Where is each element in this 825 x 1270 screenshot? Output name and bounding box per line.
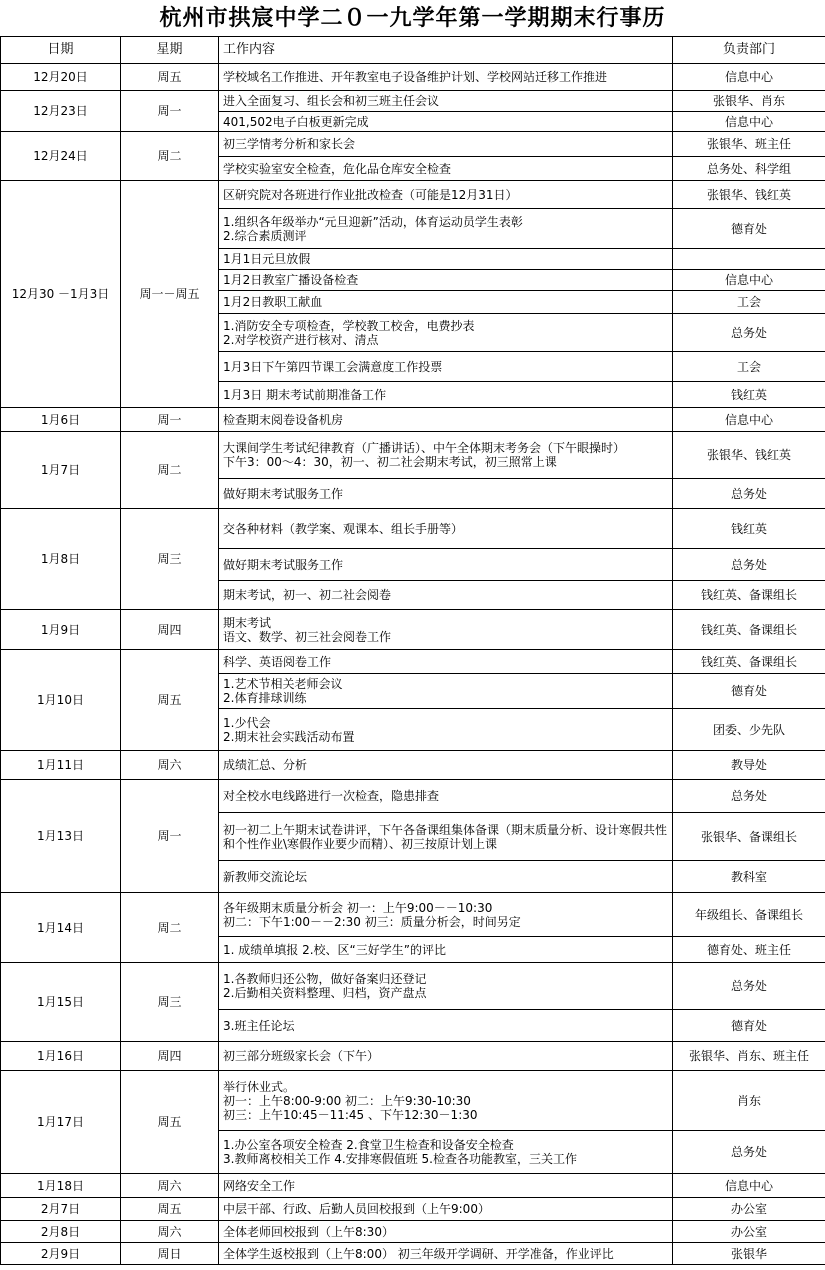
content-cell: 1.消防安全专项检查，学校教工校舍，电费抄表 2.对学校资产进行核对、清点: [219, 314, 673, 352]
weekday-cell: 周六: [121, 1174, 219, 1198]
table-row: [1, 1042, 825, 1071]
weekday-cell: 周六: [121, 751, 219, 780]
table-row: [1, 91, 825, 112]
content-cell: 各年级期末质量分析会 初一：上午9:00－－10:30 初二：下午1:00－－2:30 初三：质量分析会，时间另定: [219, 893, 673, 937]
weekday-cell: 周一: [121, 408, 219, 432]
weekday-cell: 周二: [121, 893, 219, 963]
weekday-cell: 周二: [121, 432, 219, 509]
dept-cell: 钱红英: [673, 509, 825, 549]
date-cell: 1月14日: [1, 893, 121, 963]
dept-cell: 张银华、钱红英: [673, 432, 825, 479]
weekday-cell: 周五: [121, 650, 219, 751]
content-cell: 做好期末考试服务工作: [219, 479, 673, 509]
date-cell: 1月11日: [1, 751, 121, 780]
content-cell: 初三学情考分析和家长会: [219, 132, 673, 157]
date-cell: 2月9日: [1, 1243, 121, 1265]
table-row: [1, 650, 825, 674]
table-row: [1, 1221, 825, 1243]
dept-cell: 信息中心: [673, 1174, 825, 1198]
header-date: 日期: [1, 37, 121, 64]
content-cell: 1月2日教职工献血: [219, 291, 673, 314]
date-cell: 2月7日: [1, 1198, 121, 1221]
content-cell: 1.各教师归还公物，做好备案归还登记 2.后勤相关资料整理、归档，资产盘点: [219, 963, 673, 1010]
content-cell: 检查期末阅卷设备机房: [219, 408, 673, 432]
content-cell: 初一初二上午期末试卷讲评，下午各备课组集体备课（期末质量分析、设计寒假共性和个性作业\寒假作业要少而精）、初三按原计划上课: [219, 813, 673, 861]
dept-cell: 总务处: [673, 479, 825, 509]
table-row: [1, 181, 825, 209]
content-cell: 初三部分班级家长会（下午）: [219, 1042, 673, 1071]
dept-cell: 年级组长、备课组长: [673, 893, 825, 937]
dept-cell: 工会: [673, 291, 825, 314]
date-cell: 1月9日: [1, 610, 121, 650]
content-cell: 全体老师回校报到（上午8:30）: [219, 1221, 673, 1243]
table-row: [1, 1198, 825, 1221]
weekday-cell: 周一: [121, 91, 219, 132]
dept-cell: 信息中心: [673, 112, 825, 132]
dept-cell: 信息中心: [673, 64, 825, 91]
dept-cell: [673, 249, 825, 270]
dept-cell: 钱红英: [673, 382, 825, 408]
content-cell: 1月3日下午第四节课工会满意度工作投票: [219, 352, 673, 382]
dept-cell: 钱红英、备课组长: [673, 581, 825, 610]
dept-cell: 教科室: [673, 861, 825, 893]
schedule-body: [1, 64, 825, 1265]
content-cell: 大课间学生考试纪律教育（广播讲话）、中午全体期末考务会（下午眼操时） 下午3：00～4：30，初一、初二社会期末考试，初三照常上课: [219, 432, 673, 479]
date-cell: 1月18日: [1, 1174, 121, 1198]
table-row: [1, 432, 825, 479]
table-row: [1, 509, 825, 549]
dept-cell: 钱红英、备课组长: [673, 650, 825, 674]
weekday-cell: 周五: [121, 64, 219, 91]
dept-cell: 总务处: [673, 780, 825, 813]
date-cell: 12月30 －1月3日: [1, 181, 121, 408]
content-cell: 1月2日教室广播设备检查: [219, 270, 673, 291]
content-cell: 区研究院对各班进行作业批改检查（可能是12月31日）: [219, 181, 673, 209]
content-cell: 1.艺术节相关老师会议 2.体育排球训练: [219, 674, 673, 709]
weekday-cell: 周五: [121, 1071, 219, 1174]
content-cell: 成绩汇总、分析: [219, 751, 673, 780]
content-cell: 中层干部、行政、后勤人员回校报到（上午9:00）: [219, 1198, 673, 1221]
table-row: [1, 610, 825, 650]
date-cell: 1月8日: [1, 509, 121, 610]
table-header-row: [1, 37, 825, 64]
dept-cell: 张银华、钱红英: [673, 181, 825, 209]
dept-cell: 办公室: [673, 1198, 825, 1221]
dept-cell: 德育处: [673, 674, 825, 709]
date-cell: 12月24日: [1, 132, 121, 181]
dept-cell: 信息中心: [673, 408, 825, 432]
table-row: [1, 1243, 825, 1265]
date-cell: 2月8日: [1, 1221, 121, 1243]
weekday-cell: 周一－周五: [121, 181, 219, 408]
content-cell: 1月1日元旦放假: [219, 249, 673, 270]
weekday-cell: 周三: [121, 509, 219, 610]
weekday-cell: 周日: [121, 1243, 219, 1265]
dept-cell: 信息中心: [673, 270, 825, 291]
date-cell: 1月7日: [1, 432, 121, 509]
dept-cell: 总务处: [673, 963, 825, 1010]
table-row: [1, 893, 825, 937]
dept-cell: 肖东: [673, 1071, 825, 1131]
weekday-cell: 周三: [121, 963, 219, 1042]
content-cell: 1.组织各年级举办“元旦迎新”活动，体育运动员学生表彰 2.综合素质测评: [219, 209, 673, 249]
table-row: [1, 64, 825, 91]
content-cell: 1.少代会 2.期末社会实践活动布置: [219, 709, 673, 751]
table-row: [1, 751, 825, 780]
dept-cell: 德育处: [673, 209, 825, 249]
content-cell: 1.办公室各项安全检查 2.食堂卫生检查和设备安全检查 3.教师离校相关工作 4.安排寒假值班 5.检查各功能教室，三关工作: [219, 1131, 673, 1174]
content-cell: 学校域名工作推进、开年教室电子设备维护计划、学校网站迁移工作推进: [219, 64, 673, 91]
content-cell: 科学、英语阅卷工作: [219, 650, 673, 674]
dept-cell: 张银华、肖东: [673, 91, 825, 112]
table-row: [1, 1174, 825, 1198]
content-cell: 全体学生返校报到（上午8:00） 初三年级开学调研、开学准备，作业评比: [219, 1243, 673, 1265]
table-row: [1, 963, 825, 1010]
content-cell: 学校实验室安全检查，危化品仓库安全检查: [219, 157, 673, 181]
content-cell: 对全校水电线路进行一次检查，隐患排查: [219, 780, 673, 813]
dept-cell: 张银华、班主任: [673, 132, 825, 157]
dept-cell: 张银华: [673, 1243, 825, 1265]
table-row: [1, 408, 825, 432]
dept-cell: 总务处: [673, 1131, 825, 1174]
dept-cell: 钱红英、备课组长: [673, 610, 825, 650]
content-cell: 新教师交流论坛: [219, 861, 673, 893]
content-cell: 进入全面复习、组长会和初三班主任会议: [219, 91, 673, 112]
dept-cell: 德育处、班主任: [673, 937, 825, 963]
dept-cell: 总务处: [673, 314, 825, 352]
header-dept: 负责部门: [673, 37, 825, 64]
weekday-cell: 周六: [121, 1221, 219, 1243]
dept-cell: 张银华、备课组长: [673, 813, 825, 861]
dept-cell: 教导处: [673, 751, 825, 780]
table-row: [1, 1071, 825, 1131]
schedule-table: [0, 36, 825, 1265]
weekday-cell: 周五: [121, 1198, 219, 1221]
table-row: [1, 780, 825, 813]
content-cell: 1月3日 期末考试前期准备工作: [219, 382, 673, 408]
dept-cell: 总务处、科学组: [673, 157, 825, 181]
dept-cell: 张银华、肖东、班主任: [673, 1042, 825, 1071]
content-cell: 1. 成绩单填报 2.校、区“三好学生”的评比: [219, 937, 673, 963]
dept-cell: 德育处: [673, 1010, 825, 1042]
content-cell: 期末考试，初一、初二社会阅卷: [219, 581, 673, 610]
dept-cell: 办公室: [673, 1221, 825, 1243]
date-cell: 1月10日: [1, 650, 121, 751]
dept-cell: 工会: [673, 352, 825, 382]
date-cell: 1月15日: [1, 963, 121, 1042]
header-weekday: 星期: [121, 37, 219, 64]
content-cell: 举行休业式。 初一：上午8:00-9:00 初二：上午9:30-10:30 初三：上午10:45－11:45 、下午12:30－1:30: [219, 1071, 673, 1131]
weekday-cell: 周二: [121, 132, 219, 181]
header-content: 工作内容: [219, 37, 673, 64]
date-cell: 12月20日: [1, 64, 121, 91]
table-row: [1, 132, 825, 157]
content-cell: 网络安全工作: [219, 1174, 673, 1198]
dept-cell: 总务处: [673, 549, 825, 581]
date-cell: 1月6日: [1, 408, 121, 432]
content-cell: 做好期末考试服务工作: [219, 549, 673, 581]
content-cell: 401,502电子白板更新完成: [219, 112, 673, 132]
content-cell: 交各种材料（教学案、观课本、组长手册等）: [219, 509, 673, 549]
date-cell: 1月16日: [1, 1042, 121, 1071]
weekday-cell: 周四: [121, 610, 219, 650]
content-cell: 3.班主任论坛: [219, 1010, 673, 1042]
date-cell: 1月13日: [1, 780, 121, 893]
date-cell: 1月17日: [1, 1071, 121, 1174]
page-title: 杭州市拱宸中学二０一九学年第一学期期末行事历: [159, 5, 666, 31]
date-cell: 12月23日: [1, 91, 121, 132]
content-cell: 期末考试 语文、数学、初三社会阅卷工作: [219, 610, 673, 650]
dept-cell: 团委、少先队: [673, 709, 825, 751]
weekday-cell: 周四: [121, 1042, 219, 1071]
weekday-cell: 周一: [121, 780, 219, 893]
